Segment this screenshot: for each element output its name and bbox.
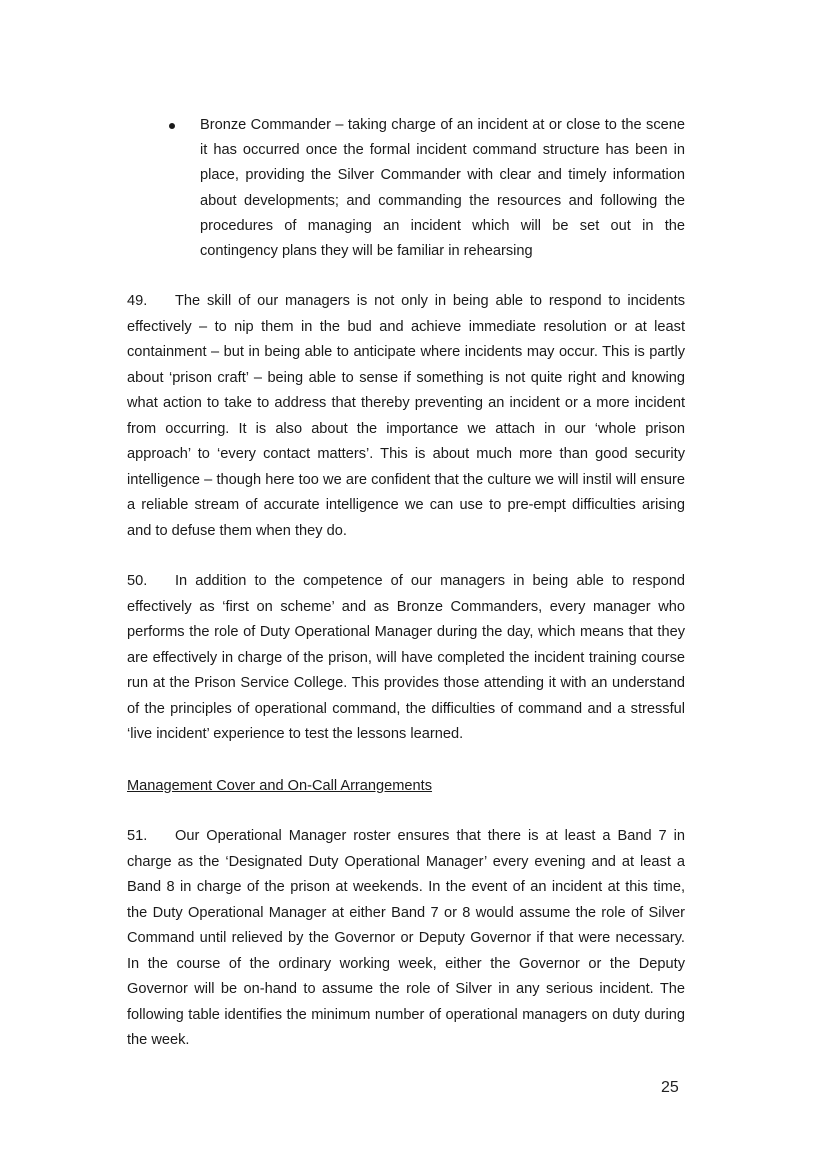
- paragraph-50: [127, 569, 685, 748]
- paragraph-number: 50.: [127, 573, 148, 589]
- paragraph-49: [127, 289, 685, 544]
- paragraph-text: In addition to the competence of our managers in being able to respond effectively as ‘first on scheme’ and as Bronze Commanders, every manager who performs the role of Duty Operational Manager during the day, which means that they are effectively in charge of the prison, will have completed the incident training course run at the Prison Service College. This provides those attending it with an understand of the principles of operational command, the difficulties of command and a stressful ‘live incident’ experience to test the lessons learned.: [127, 573, 685, 742]
- bullet-item-bronze-commander: [170, 113, 685, 264]
- paragraph-text: The skill of our managers is not only in being able to respond to incidents effectively – to nip them in the bud and achieve immediate resolution or at least containment – but in being able to anticipate where incidents may occur. This is partly about ‘prison craft’ – being able to sense if something is not quite right and knowing what action to take to address that thereby preventing an incident or a more incident from occurring. It is also about the importance we attach in our ‘whole prison approach’ to ‘every contact matters’. This is about much more than good security intelligence – though here too we are confident that the culture we will instil will ensure a reliable stream of accurate intelligence we can use to pre-empt difficulties arising and to defuse them when they do.: [127, 293, 685, 539]
- section-heading: Management Cover and On-Call Arrangements: [127, 778, 433, 794]
- paragraph-text: Our Operational Manager roster ensures that there is at least a Band 7 in charge as the ‘Designated Duty Operational Manager’ every evening and at least a Band 8 in charge of the prison at weekends. In the event of an incident at this time, the Duty Operational Manager at either Band 7 or 8 would assume the role of Silver Command until relieved by the Governor or Deputy Governor if that were necessary. In the course of the ordinary working week, either the Governor or the Deputy Governor will be on-hand to assume the role of Silver in any serious incident. The following table identifies the minimum number of operational managers on duty during the week.: [127, 828, 685, 1048]
- paragraph-51: [127, 824, 685, 1054]
- page-number: 25: [661, 1079, 679, 1096]
- paragraph-number: 51.: [127, 828, 148, 844]
- bullet-icon: [169, 123, 175, 129]
- paragraph-number: 49.: [127, 293, 148, 309]
- bullet-text: Bronze Commander – taking charge of an incident at or close to the scene it has occurred once the formal incident command structure has been in place, providing the Silver Commander with clear and timely information about developments; and commanding the resources and following the procedures of managing an incident which will be set out in the contingency plans they will be familiar in rehearsing: [200, 117, 685, 260]
